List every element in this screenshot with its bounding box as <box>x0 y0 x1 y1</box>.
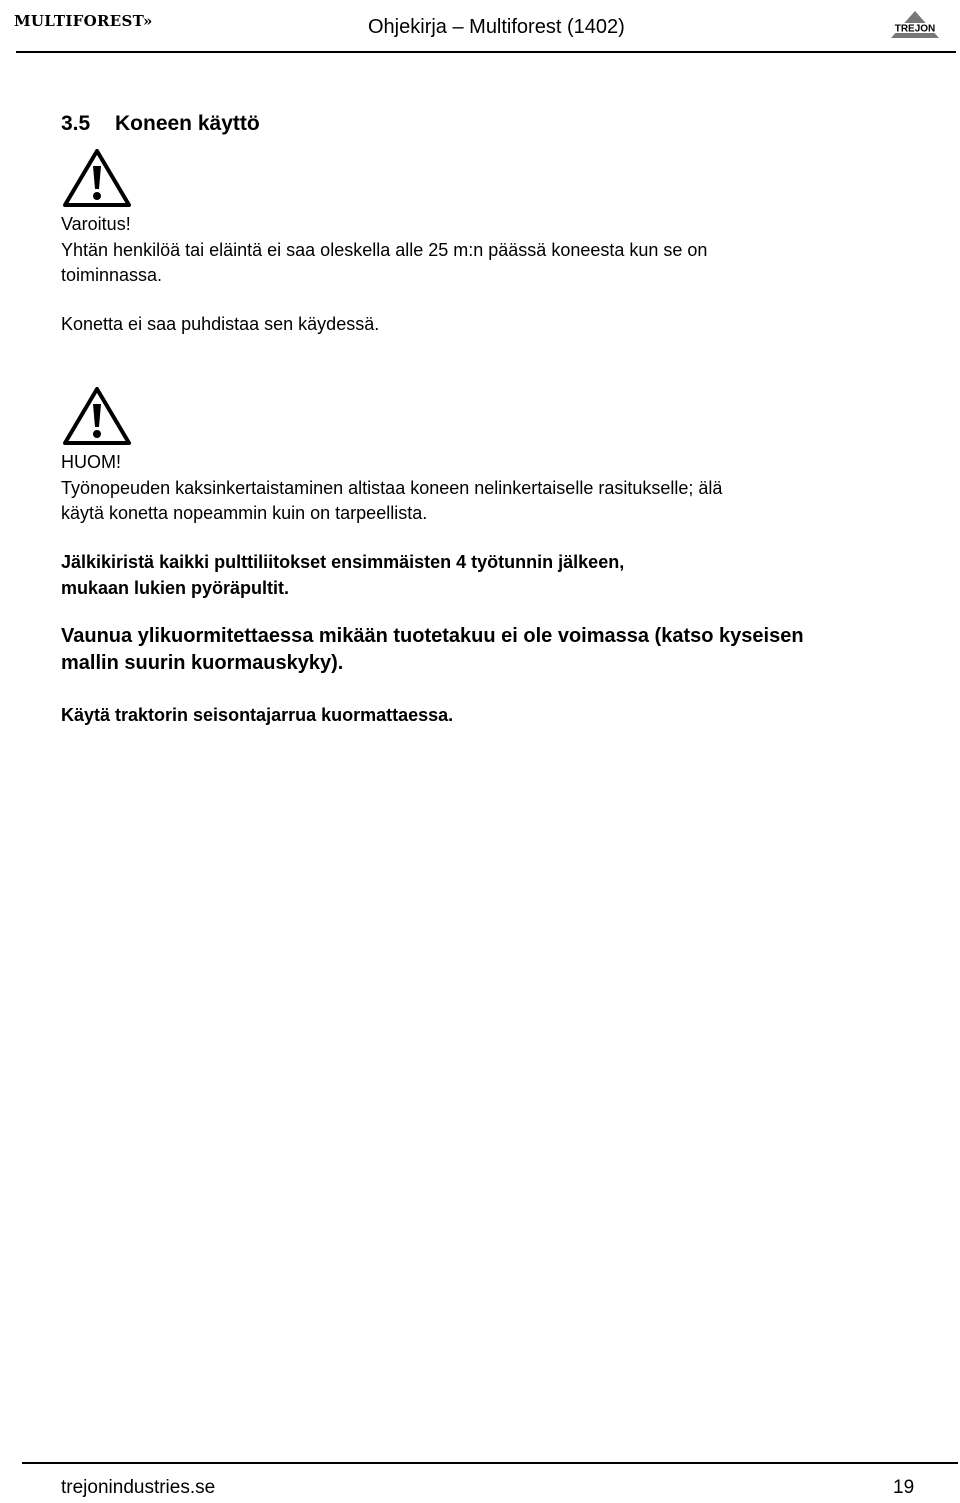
section-number: 3.5 <box>61 112 91 135</box>
note-text-line1: Työnopeuden kaksinkertaistaminen altistaa koneen nelinkertaiselle rasitukselle; älä <box>61 478 723 498</box>
warning-triangle-icon <box>62 386 132 446</box>
retighten-line2: mukaan lukien pyöräpultit. <box>61 578 290 598</box>
parking-brake-instruction: Käytä traktorin seisontajarrua kuormattaessa. <box>61 705 454 725</box>
warning-triangle-icon <box>62 148 132 208</box>
header-divider <box>16 51 956 53</box>
section-title: Koneen käyttö <box>115 112 260 135</box>
trejon-logo <box>886 10 944 40</box>
overload-line1: Vaunua ylikuormitettaessa mikään tuotetakuu ei ole voimassa (katso kyseisen <box>61 625 804 647</box>
logo-text: TREJON <box>894 23 936 35</box>
warning-text-line1: Yhtän henkilöä tai eläintä ei saa oleskella alle 25 m:n päässä koneesta kun se on <box>61 240 708 260</box>
warning-label: Varoitus! <box>61 214 131 234</box>
retighten-line1: Jälkikiristä kaikki pulttiliitokset ensimmäisten 4 työtunnin jälkeen, <box>61 552 625 572</box>
footer-website: trejonindustries.se <box>61 1477 216 1498</box>
page-header <box>0 0 960 60</box>
page-number: 19 <box>893 1477 915 1498</box>
warning-text-line2: toiminnassa. <box>61 265 163 285</box>
note-label: HUOM! <box>61 452 121 472</box>
footer-divider <box>22 1462 958 1464</box>
section-heading <box>61 112 260 136</box>
note-text-line2: käytä konetta nopeammin kuin on tarpeellista. <box>61 503 428 523</box>
brand-multiforest: MULTIFOREST» <box>14 12 153 30</box>
document-title: Ohjekirja – Multiforest (1402) <box>368 16 625 38</box>
overload-line2: mallin suurin kuormauskyky). <box>61 652 344 674</box>
cleaning-warning: Konetta ei saa puhdistaa sen käydessä. <box>61 314 380 334</box>
